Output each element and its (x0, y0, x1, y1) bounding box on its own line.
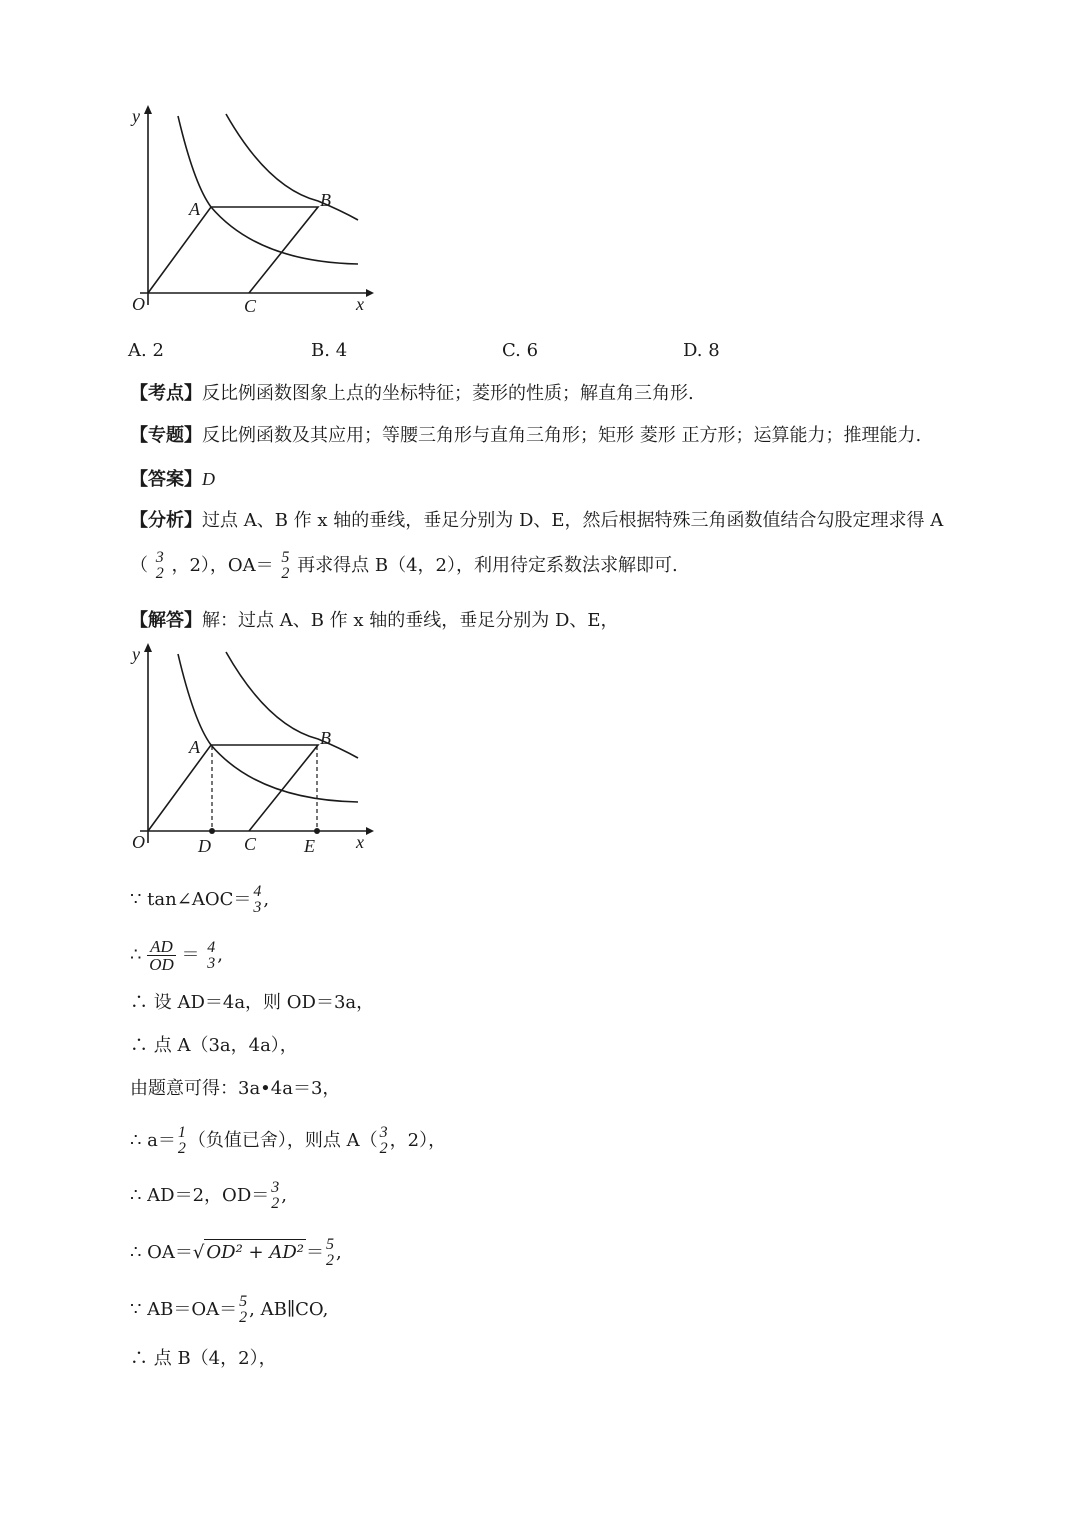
kaodian-tag: 【考点】 (130, 383, 202, 404)
jieda-line (130, 608, 619, 634)
fenxi-line-1 (130, 508, 943, 534)
fraction-3-2: 3 2 (379, 1124, 388, 1157)
outer-hyperbola (226, 652, 358, 758)
fraction-5-2: 5 2 (239, 1293, 248, 1326)
label-O: O (132, 832, 145, 852)
step-9: ∵ AB＝OA＝ 5 2 , AB∥CO, (130, 1293, 329, 1326)
fraction-5-2: 5 2 (281, 549, 290, 582)
zhuanti-line (130, 423, 921, 449)
sqrt-radicand: OD² + AD² (204, 1239, 306, 1266)
label-x: x (356, 294, 364, 314)
label-B: B (320, 190, 331, 210)
kaodian-text: 反比例函数图象上点的坐标特征；菱形的性质；解直角三角形. (202, 383, 694, 404)
outer-hyperbola (226, 114, 358, 220)
fraction-1-2: 1 2 (177, 1124, 186, 1157)
option-b: B. 4 (311, 340, 348, 361)
daan-tag: 【答案】 (130, 469, 202, 490)
label-C: C (244, 834, 257, 854)
label-x: x (356, 832, 364, 852)
jieda-tag: 【解答】 (130, 610, 202, 631)
step-5: 由题意可得：3a•4a＝3， (130, 1078, 341, 1099)
label-O: O (132, 294, 145, 314)
step-1: ∵ tan∠AOC＝ 4 3 , (130, 883, 270, 916)
fenxi-text-1: 过点 A、B 作 x 轴的垂线，垂足分别为 D、E，然后根据特殊三角函数值结合勾股定理求得 A (202, 510, 944, 531)
label-A: A (189, 199, 200, 219)
inner-hyperbola (178, 654, 358, 802)
option-a: A. 2 (128, 340, 164, 361)
fraction-5-2: 5 2 (325, 1236, 334, 1269)
step-4: ∴ 点 A（3a，4a）， (130, 1035, 298, 1056)
fraction-4-3: 4 3 (207, 938, 216, 972)
step-2: ∴ $\frac{AD}{OD}$ ＝ 4 3 , (130, 937, 223, 974)
fraction-4-3: 4 3 (253, 883, 262, 916)
fenxi-line-2: （ 3 2 ，2），OA＝ 5 2 再求得点 B（4，2），利用待定系数法求解即可. (130, 549, 678, 582)
fraction-AD-OD: $\frac{AD}{OD}$ (149, 937, 174, 974)
step-3: ∴ 设 AD＝4a，则 OD＝3a， (130, 992, 375, 1013)
figure-solution-graph (118, 638, 388, 868)
kaodian-line (130, 381, 694, 407)
label-A: A (189, 737, 200, 757)
zhuanti-text: 反比例函数及其应用；等腰三角形与直角三角形；矩形 菱形 正方形；运算能力；推理能力. (202, 425, 922, 446)
label-E: E (304, 836, 315, 856)
daan-line (130, 466, 215, 493)
x-axis-arrow-icon (366, 827, 374, 835)
y-axis-arrow-icon (144, 105, 152, 114)
fraction-3-2: 3 2 (271, 1179, 280, 1212)
step-6: ∴ a＝ 1 2 （负值已舍），则点 A（ 3 2 ，2）， (130, 1124, 447, 1157)
y-axis-arrow-icon (144, 643, 152, 652)
figure-rhombus-graph (118, 100, 388, 330)
point-D (209, 828, 215, 834)
step-8: ∴ OA＝√ OD² + AD² ＝ 5 2 , (130, 1236, 342, 1269)
rhombus-OABC (148, 745, 318, 831)
inner-hyperbola (178, 116, 358, 264)
label-y: y (132, 644, 140, 664)
jieda-text: 解：过点 A、B 作 x 轴的垂线，垂足分别为 D、E， (202, 610, 619, 631)
point-E (314, 828, 320, 834)
fraction-3-2: 3 2 (155, 549, 164, 582)
option-d: D. 8 (683, 340, 720, 361)
rhombus-OABC (148, 207, 318, 293)
daan-text: D (202, 469, 215, 489)
zhuanti-tag: 【专题】 (130, 425, 202, 446)
option-c: C. 6 (502, 340, 539, 361)
step-10: ∴ 点 B（4，2）， (130, 1348, 277, 1369)
fenxi-tag: 【分析】 (130, 510, 202, 531)
label-B: B (320, 728, 331, 748)
label-C: C (244, 296, 257, 316)
label-D: D (198, 836, 211, 856)
label-y: y (132, 106, 140, 126)
step-7: ∴ AD＝2，OD＝ 3 2 , (130, 1179, 287, 1212)
x-axis-arrow-icon (366, 289, 374, 297)
